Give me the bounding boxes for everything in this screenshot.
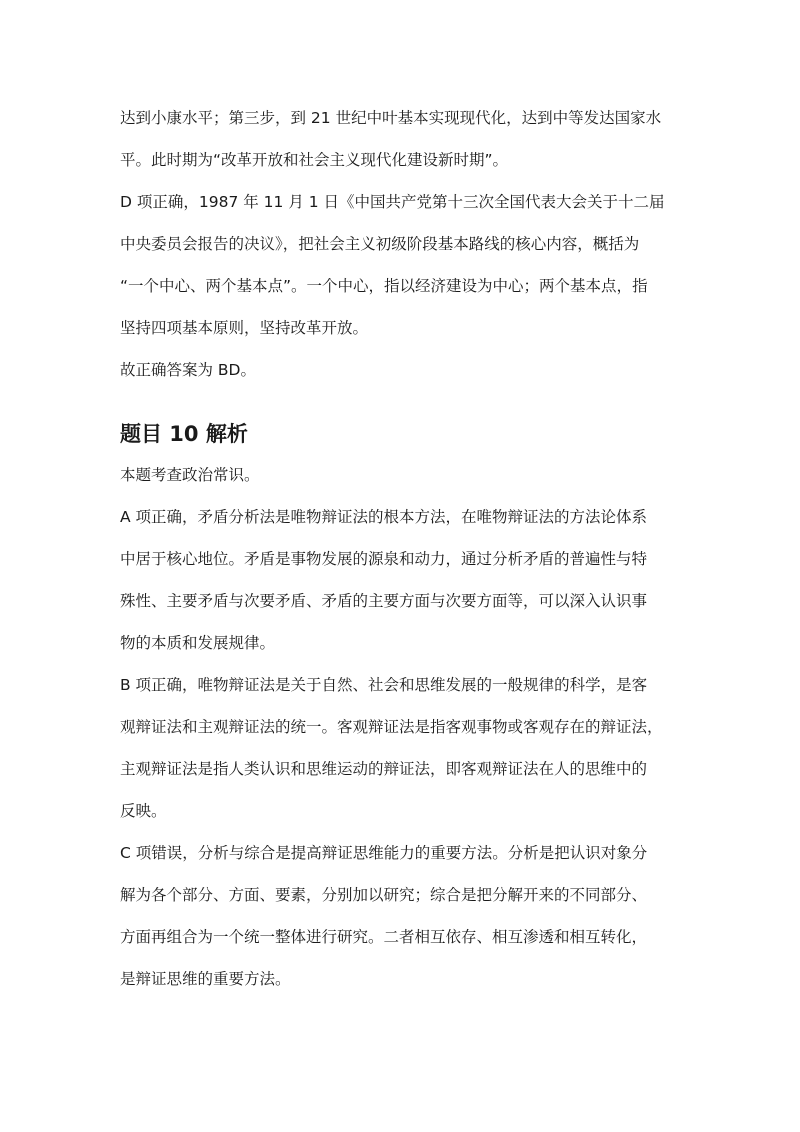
paragraph-line: B 项正确，唯物辩证法是关于自然、社会和思维发展的一般规律的科学，是客 — [120, 676, 648, 694]
answer-line: 故正确答案为 BD。 — [120, 361, 256, 379]
paragraph-line: 中央委员会报告的决议》，把社会主义初级阶段基本路线的核心内容，概括为 — [120, 235, 640, 253]
paragraph-line: 观辩证法和主观辩证法的统一。客观辩证法是指客观事物或客观存在的辩证法， — [120, 718, 663, 736]
paragraph-line: “一个中心、两个基本点”。一个中心，指以经济建设为中心；两个基本点，指 — [120, 277, 648, 295]
paragraph-line: 殊性、主要矛盾与次要矛盾、矛盾的主要方面与次要方面等，可以深入认识事 — [120, 592, 648, 610]
paragraph-line: 坚持四项基本原则，坚持改革开放。 — [120, 319, 369, 337]
paragraph-line: 解为各个部分、方面、要素，分别加以研究；综合是把分解开来的不同部分、 — [120, 886, 648, 904]
paragraph-line: 本题考查政治常识。 — [120, 466, 260, 484]
paragraph-line: C 项错误，分析与综合是提高辩证思维能力的重要方法。分析是把认识对象分 — [120, 844, 648, 862]
section-heading: 题目 10 解析 — [120, 422, 248, 446]
paragraph-line: A 项正确，矛盾分析法是唯物辩证法的根本方法，在唯物辩证法的方法论体系 — [120, 508, 648, 526]
paragraph-line: 方面再组合为一个统一整体进行研究。二者相互依存、相互渗透和相互转化， — [120, 928, 648, 946]
paragraph-line: 中居于核心地位。矛盾是事物发展的源泉和动力，通过分析矛盾的普遍性与特 — [120, 550, 648, 568]
paragraph-line: 物的本质和发展规律。 — [120, 634, 276, 652]
paragraph-line: 反映。 — [120, 802, 167, 820]
paragraph-line: 达到小康水平；第三步，到 21 世纪中叶基本实现现代化，达到中等发达国家水 — [120, 109, 662, 127]
paragraph-line: 主观辩证法是指人类认识和思维运动的辩证法，即客观辩证法在人的思维中的 — [120, 760, 648, 778]
paragraph-line: 平。此时期为“改革开放和社会主义现代化建设新时期”。 — [120, 151, 509, 169]
paragraph-line: 是辩证思维的重要方法。 — [120, 970, 291, 988]
paragraph-line: D 项正确，1987 年 11 月 1 日《中国共产党第十三次全国代表大会关于十二届 — [120, 193, 665, 211]
